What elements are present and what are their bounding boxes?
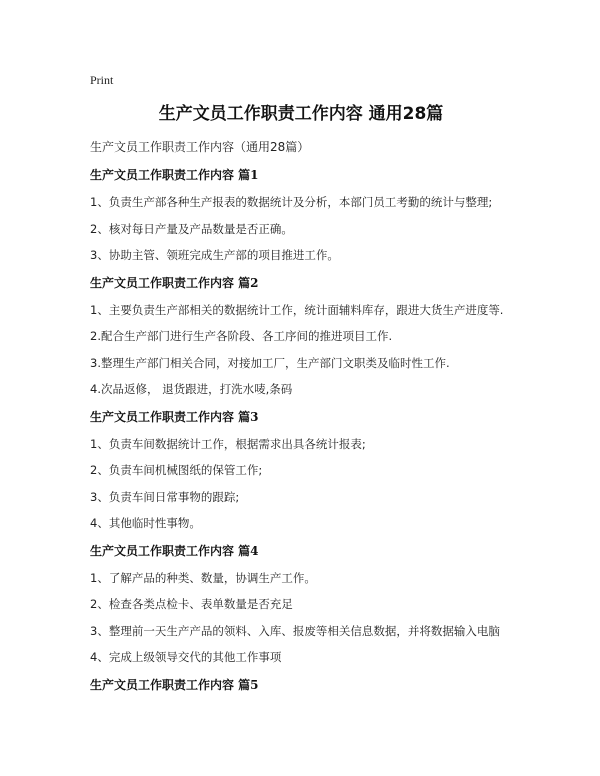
list-item: 3、整理前一天生产产品的领料、入库、报废等相关信息数据，并将数据输入电脑	[90, 623, 500, 638]
list-item: 3、协助主管、领班完成生产部的项目推进工作。	[90, 248, 339, 262]
list-item: 2、负责车间机械图纸的保管工作;	[90, 463, 263, 477]
section-heading: 生产文员工作职责工作内容 篇1	[90, 168, 259, 182]
list-item: 3.整理生产部门相关合同，对接加工厂，生产部门文职类及临时性工作.	[90, 355, 450, 370]
section-heading: 生产文员工作职责工作内容 篇5	[90, 677, 259, 692]
section-heading: 生产文员工作职责工作内容 篇4	[90, 543, 259, 558]
document-subtitle: 生产文员工作职责工作内容（通用28篇）	[90, 140, 310, 154]
list-item: 1、负责车间数据统计工作，根据需求出具各统计报表;	[90, 436, 366, 451]
list-item: 2、检查各类点检卡、表单数量是否充足	[90, 597, 293, 611]
section-4	[90, 542, 512, 667]
list-item: 1、负责生产部各种生产报表的数据统计及分析，本部门员工考勤的统计与整理;	[90, 195, 493, 209]
section-heading: 生产文员工作职责工作内容 篇2	[90, 275, 259, 290]
list-item: 2、核对每日产量及产品数量是否正确。	[90, 221, 293, 236]
list-item: 1、主要负责生产部相关的数据统计工作，统计面辅料库存，跟进大货生产进度等.	[90, 302, 504, 317]
list-item: 4.次品返修， 退货跟进，打洗水唛,条码	[90, 382, 293, 396]
section-heading: 生产文员工作职责工作内容 篇3	[90, 409, 259, 424]
list-item: 3、负责车间日常事物的跟踪;	[90, 489, 240, 504]
list-item: 4、完成上级领导交代的其他工作事项	[90, 650, 282, 664]
list-item: 2.配合生产部门进行生产各阶段、各工序间的推进项目工作.	[90, 329, 393, 343]
section-1	[90, 166, 512, 264]
section-3	[90, 408, 512, 533]
document-title: 生产文员工作职责工作内容 通用28篇	[158, 104, 444, 124]
list-item: 4、其他临时性事物。	[90, 516, 201, 530]
section-5	[90, 676, 512, 694]
print-label: Print	[90, 73, 114, 87]
list-item: 1、了解产品的种类、数量，协调生产工作。	[90, 570, 316, 585]
section-2	[90, 274, 512, 399]
